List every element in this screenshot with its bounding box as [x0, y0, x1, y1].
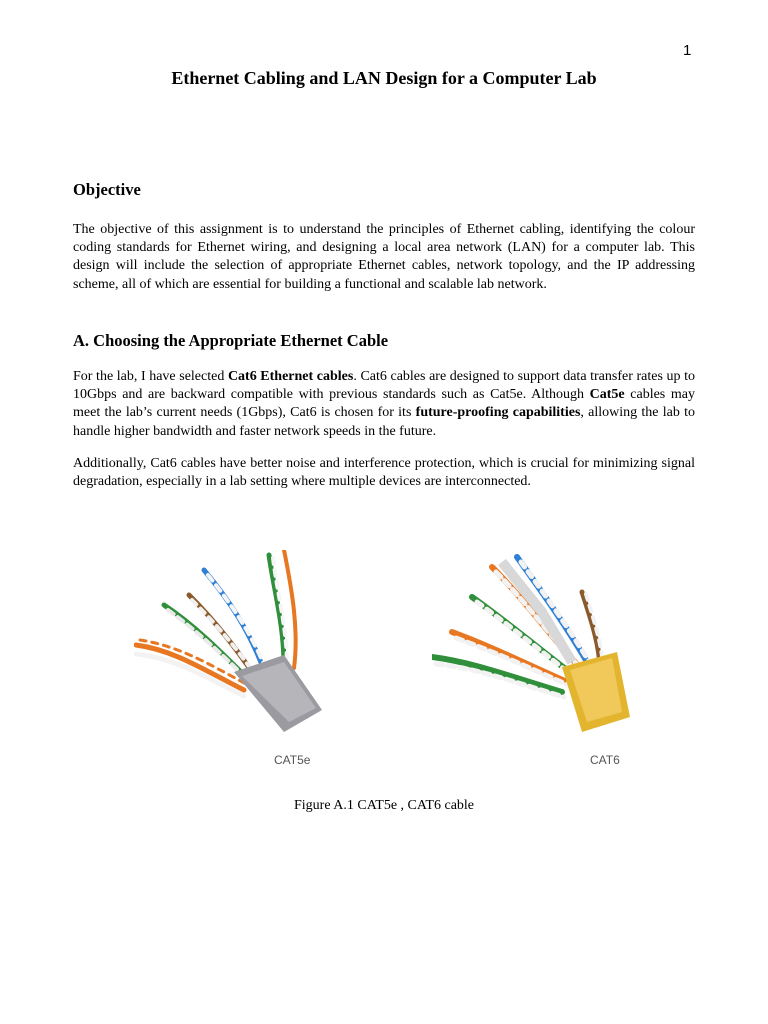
page-number: 1: [683, 42, 692, 59]
text-run: cables may meet the lab’s current needs (1Gbps), Cat6 is chosen for its: [73, 387, 695, 421]
bold-text: future-proofing capabilities: [415, 405, 581, 421]
objective-heading: Objective: [73, 180, 141, 199]
objective-paragraph: The objective of this assignment is to understand the principles of Ethernet cabling, identifying the colour coding standards for Ethernet wiring, and designing a local area network (LAN) for a computer lab. This design will include the selection of appropriate Ethernet cables, network topology, and the IP addressing scheme, all of which are essential for building a functional and scalable lab network.: [73, 222, 695, 292]
text-run: , allowing the lab to handle higher bandwidth and faster network speeds in the future.: [73, 405, 696, 439]
section-a-heading: A. Choosing the Appropriate Ethernet Cable: [73, 331, 389, 350]
figure-caption: Figure A.1 CAT5e , CAT6 cable: [293, 798, 475, 813]
cat5e-label: CAT5e: [274, 753, 311, 767]
text-run: For the lab, I have selected: [73, 369, 228, 384]
cat6-cable-image: [432, 552, 632, 732]
document-title: Ethernet Cabling and LAN Design for a Computer Lab: [171, 68, 597, 88]
cat5e-cable-image: [134, 550, 324, 732]
cat6-label: CAT6: [590, 753, 620, 767]
section-a-paragraph-1: [73, 368, 695, 441]
bold-text: Cat5e: [589, 387, 625, 403]
text-run: . Cat6 cables are designed to support data transfer rates up to 10Gbps and are backward compatible with previous standards such as Cat5e. Although: [73, 369, 696, 403]
section-a-paragraph-2: Additionally, Cat6 cables have better noise and interference protection, which is crucial for minimizing signal degradation, especially in a lab setting where multiple devices are interconnected.: [73, 456, 695, 490]
bold-text: Cat6 Ethernet cables: [227, 369, 354, 384]
